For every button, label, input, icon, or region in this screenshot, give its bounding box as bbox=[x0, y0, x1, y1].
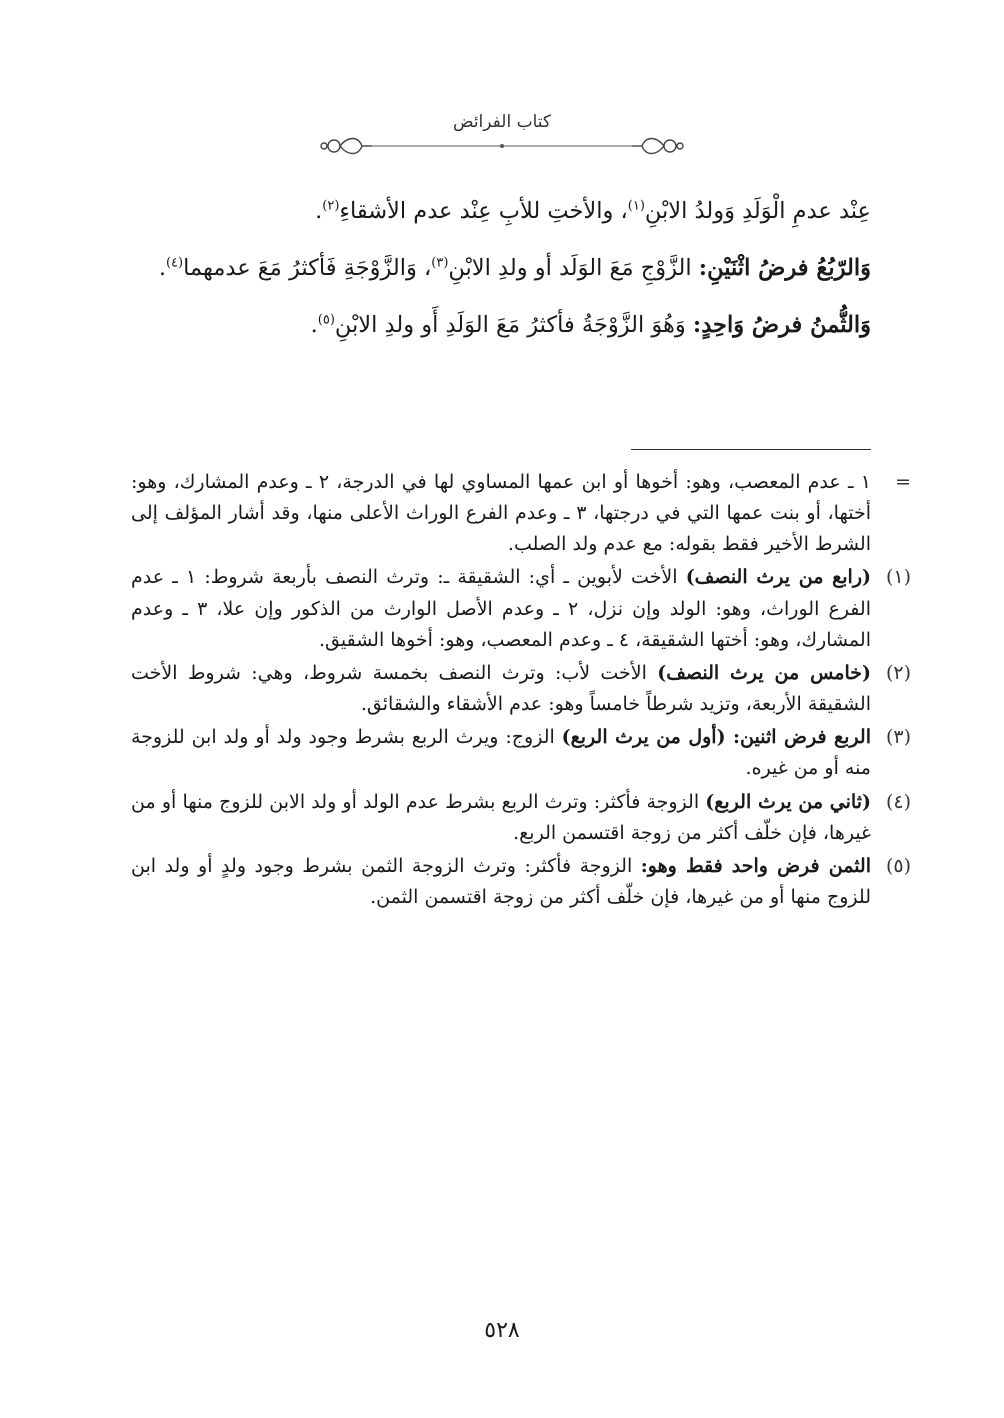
footnote-continuation bbox=[131, 467, 911, 560]
footnote-ref-1[interactable]: (١) bbox=[627, 198, 645, 214]
footnote-2 bbox=[131, 658, 911, 720]
header-ornament-icon bbox=[312, 134, 692, 158]
p3-text: وَهُوَ الزَّوْجَةُ فأكثرُ مَعَ الوَلَدِ أَو ولدِ الابْنِ bbox=[334, 311, 686, 338]
p1-mid: ، والأختِ للأبِ عِنْد عدم الأشقاءِ bbox=[339, 198, 628, 224]
p1-end: . bbox=[315, 198, 323, 224]
main-paragraph-3 bbox=[131, 304, 871, 347]
footnote-4 bbox=[131, 787, 911, 849]
footnote-heading: (خامس من يرث النصف) bbox=[657, 661, 871, 684]
p2-end: . bbox=[158, 254, 166, 281]
footnotes bbox=[131, 467, 911, 915]
footnote-3 bbox=[131, 722, 911, 784]
header-title: كتاب الفرائض bbox=[453, 112, 551, 132]
footnote-marker: (١) bbox=[885, 566, 911, 589]
footnote-ref-3[interactable]: (٣) bbox=[431, 255, 449, 271]
footnote-heading: الربع فرض اثنين: (أول من يرث الربع) bbox=[561, 726, 871, 749]
footnote-ref-5[interactable]: (٥) bbox=[317, 312, 335, 327]
footnote-5 bbox=[131, 851, 911, 913]
continuation-marker: = bbox=[895, 471, 911, 493]
main-paragraph-1 bbox=[131, 190, 871, 233]
footnote-marker: (٥) bbox=[885, 854, 911, 877]
footnote-heading: (رابع من يرث النصف) bbox=[685, 566, 871, 589]
footnote-text: الأخت لأب: وترث النصف بخمسة شروط، وهي: شروط الأخت الشقيقة الأربعة، وتزيد شرطاً خامساً وهو: عدم الأشقاء والشقائق. bbox=[131, 661, 871, 716]
footnote-text: الزوجة فأكثر: وترث الربع بشرط عدم الولد أو ولد الابن للزوج منها أو من غيرها، فإن خلّف أكثر من زوجة اقتسمن الربع. bbox=[131, 790, 871, 844]
footnote-marker: (٣) bbox=[885, 726, 911, 749]
p1-text: عِنْد عدمِ الْوَلَدِ وَولدُ الابْنِ bbox=[644, 198, 871, 224]
p2-heading: وَالرّبُعُ فرضُ اثْنَيْنِ: bbox=[698, 254, 871, 281]
running-header bbox=[0, 112, 1004, 158]
footnote-separator bbox=[631, 449, 871, 450]
p2-mid: ، وَالزَّوْجَةِ فَأكثرُ مَعَ عدمهما bbox=[183, 254, 432, 281]
p2-text: الزَّوْجِ مَعَ الوَلَد أو ولدِ الابْنِ bbox=[448, 254, 692, 281]
footnote-marker: (٢) bbox=[885, 661, 911, 684]
footnote-heading: الثمن فرض واحد فقط وهو: bbox=[640, 854, 871, 877]
footnote-text: ١ ـ عدم المعصب، وهو: أخوها أو ابن عمها المساوي لها في الدرجة، ٢ ـ وعدم المشارك، وهو: أختها، أو بنت عمها التي في درجتها، ٣ ـ وعدم الفرع الوراث الأعلى منها، وقد أشار المؤلف إلى الشرط الأخير فقط بقوله: مع عدم ولد الصلب. bbox=[131, 471, 871, 556]
footnote-heading: (ثاني من يرث الربع) bbox=[705, 790, 871, 813]
main-text bbox=[131, 190, 871, 360]
footnote-text: الزوج: ويرث الربع بشرط وجود ولد أو ولد ابن للزوجة منه أو من غيره. bbox=[131, 726, 871, 780]
p3-heading: وَالثُّمنُ فرضُ وَاحِدٍ: bbox=[692, 311, 871, 338]
footnote-marker: (٤) bbox=[885, 790, 911, 813]
footnote-1 bbox=[131, 562, 911, 655]
footnote-ref-4[interactable]: (٤) bbox=[165, 255, 184, 271]
footnote-text: الأخت لأبوين ـ أي: الشقيقة ـ: وترث النصف بأربعة شروط: ١ ـ عدم الفرع الوراث، وهو: الولد وإن نزل، ٢ ـ وعدم الأصل الوارث من الذكور وإن علا، ٣ ـ وعدم المشارك، وهو: أختها الشقيقة، ٤ ـ وعدم المعصب، وهو: أخوها الشقيق. bbox=[131, 566, 871, 651]
page-number: ٥٢٨ bbox=[484, 1318, 520, 1343]
main-paragraph-2 bbox=[131, 247, 871, 290]
p3-end: . bbox=[310, 311, 318, 338]
footnote-text: الزوجة فأكثر: وترث الزوجة الثمن بشرط وجود ولدٍ أو ولد ابن للزوج منها أو من غيرها، فإن خلّف أكثر من زوجة اقتسمن الثمن. bbox=[131, 854, 871, 909]
footnote-ref-2[interactable]: (٢) bbox=[322, 198, 340, 214]
